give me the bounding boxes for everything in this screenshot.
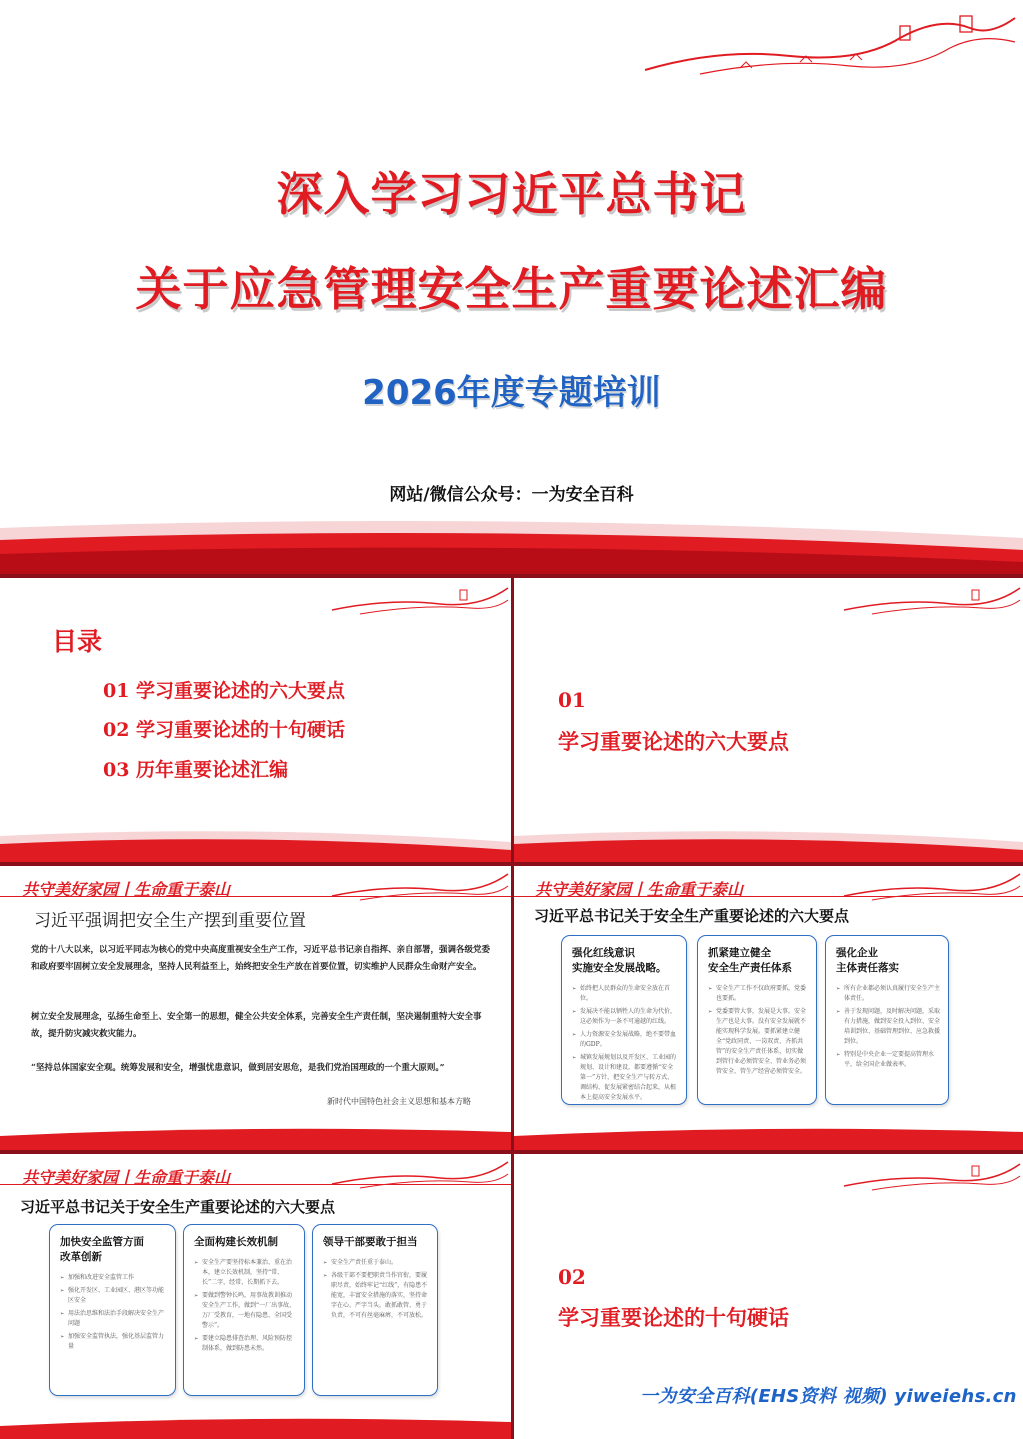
card-point: ➢ 人力资源安全发展战略，绝不要带血的GDP。 — [572, 1030, 678, 1050]
card-point: ➢ 各级干部不要把职责当作官衔，要履职尽责，始终牢记“红线”，有隐患不能宽，丰富安全措施的落实，坚持命字在心、严字当头，敢抓敢管、勇于负责，不可有丝毫麻痹，不可放松。 — [323, 1271, 429, 1321]
card-title: 领导干部要敢于担当 — [323, 1236, 418, 1248]
card-title: 抓紧建立健全 安全生产责任体系 — [708, 947, 792, 974]
card-point: ➢ 安全生产责任重于泰山。 — [323, 1258, 429, 1268]
slogan-banner: 共守美好家园丨生命重于泰山 — [535, 880, 744, 899]
section-slide-1 — [514, 578, 1023, 862]
slide-heading: 习近平总书记关于安全生产重要论述的六大要点 — [534, 907, 850, 925]
paragraph-2: 树立安全发展理念，弘扬生命至上、安全第一的思想，健全公共安全体系，完善安全生产责任制，坚决遏制重特大安全事故，提升防灾减灾救灾能力。 — [31, 1012, 482, 1039]
card-point: ➢ 安全生产要坚持标本兼治、重在治本，建立长效机制，坚持“常、长”二字，经常、长期抓下去。 — [194, 1258, 296, 1288]
point-card-5 — [183, 1224, 305, 1396]
card-point: ➢ 党委要管大事，发展是大事，安全生产也是大事。没有安全发展就不能实现科学发展。要抓紧建立健全“党政同责、一岗双责、齐抓共管”的安全生产责任体系，切实做到管行业必须管安全、管业务必须管安全、管生产经营必须管安全。 — [708, 1007, 808, 1077]
card-point: ➢ 用法治思维和法治手段解决安全生产问题 — [60, 1309, 167, 1329]
section-number: 01 — [558, 688, 586, 712]
great-wall-decoration — [842, 1156, 1022, 1192]
cover-title-line1: 深入学习习近平总书记 — [276, 167, 747, 221]
source-caption: 新时代中国特色社会主义思想和基本方略 — [327, 1097, 471, 1106]
red-swoosh-bottom — [0, 516, 1023, 574]
card-point: ➢ 加强和改进安全监管工作 — [60, 1273, 167, 1283]
card-point: ➢ 要做到警钟长鸣，用事故教训推动安全生产工作，做到“一厂出事故、万厂受教育，一地有隐患、全国受警示”。 — [194, 1291, 296, 1331]
card-points — [323, 1258, 429, 1321]
point-card-3 — [825, 935, 949, 1105]
red-swoosh-bottom — [514, 828, 1023, 862]
toc-title: 目录 — [52, 627, 103, 656]
card-point: ➢ 强化开发区、工业园区、港区等功能区安全 — [60, 1286, 167, 1306]
card-point: ➢ 特别是中央企业一定要提高管理水平，给全国企业做表率。 — [836, 1050, 940, 1070]
section-number: 02 — [558, 1265, 586, 1289]
card-point: ➢ 所有企业都必须认真履行安全生产主体责任。 — [836, 984, 940, 1004]
red-swoosh-bottom — [514, 1122, 1023, 1150]
card-point: ➢ 善于发现问题，及时解决问题，采取有力措施，做到安全投入到位、安全培训到位、基础管理到位、应急救援到位。 — [836, 1007, 940, 1047]
card-title: 全面构建长效机制 — [194, 1236, 278, 1248]
card-points — [708, 984, 808, 1077]
toc-item-1[interactable]: 01 学习重要论述的六大要点 — [103, 680, 346, 702]
red-swoosh-bottom — [0, 828, 511, 862]
point-card-6 — [312, 1224, 438, 1396]
cover-title-line2: 关于应急管理安全生产重要论述汇编 — [135, 262, 888, 316]
paragraph-3: “坚持总体国家安全观。统筹发展和安全，增强忧患意识，做到居安思危，是我们党治国理政的一个重大原则。” — [31, 1063, 445, 1073]
card-points — [836, 984, 940, 1070]
card-point: ➢ 要建立隐患排查治理、风险预防控制体系，做到防患未然。 — [194, 1334, 296, 1354]
card-point: ➢ 城镇发展规划以及开发区、工业园的规划、设计和建设，都要遵循“安全第一”方针，把安全生产与转方式、调结构、促发展紧密结合起来，从根本上提高安全发展水平。 — [572, 1053, 678, 1103]
slide-heading: 习近平总书记关于安全生产重要论述的六大要点 — [20, 1198, 336, 1216]
card-point: ➢ 发展决不能以牺牲人的生命为代价，这必须作为一条不可逾越的红线。 — [572, 1007, 678, 1027]
slide-heading: 习近平强调把安全生产摆到重要位置 — [34, 911, 306, 931]
point-card-2 — [697, 935, 817, 1105]
card-title: 强化红线意识 实施安全发展战略。 — [572, 947, 667, 974]
card-points — [572, 984, 678, 1103]
toc-item-2[interactable]: 02 学习重要论述的十句硬话 — [103, 719, 346, 741]
point-card-1 — [561, 935, 687, 1105]
card-point: ➢ 安全生产工作不仅政府要抓，党委也要抓。 — [708, 984, 808, 1004]
card-point: ➢ 始终把人民群众的生命安全放在首位。 — [572, 984, 678, 1004]
slogan-banner: 共守美好家园丨生命重于泰山 — [22, 1168, 231, 1187]
section-title: 学习重要论述的六大要点 — [558, 729, 789, 754]
card-point: ➢ 加强安全监管执法，强化基层监管力量 — [60, 1332, 167, 1352]
slogan-banner: 共守美好家园丨生命重于泰山 — [22, 880, 231, 899]
great-wall-decoration — [330, 580, 510, 616]
toc-item-3[interactable]: 03 历年重要论述汇编 — [103, 759, 289, 781]
card-points — [194, 1258, 296, 1354]
card-points — [60, 1273, 167, 1352]
point-card-4 — [49, 1224, 176, 1396]
cover-subtitle: 2026年度专题培训 — [362, 373, 661, 413]
great-wall-decoration — [842, 580, 1022, 616]
cover-slide — [0, 0, 1023, 574]
cover-website: 网站/微信公众号：一为安全百科 — [389, 485, 634, 505]
section-title: 学习重要论述的十句硬话 — [558, 1305, 789, 1330]
site-watermark: 一为安全百科(EHS资料 视频) yiweiehs.cn — [640, 1386, 1017, 1407]
card-title: 加快安全监管方面 改革创新 — [60, 1236, 144, 1263]
red-swoosh-bottom — [0, 1412, 511, 1439]
red-swoosh-bottom — [0, 1122, 511, 1150]
paragraph-1: 党的十八大以来，以习近平同志为核心的党中央高度重视安全生产工作，习近平总书记亲自指挥、亲自部署，强调各级党委和政府要牢固树立安全发展理念，坚持人民利益至上，始终把安全生产放在首要位置，切实维护人民群众生命财产安全。 — [31, 945, 491, 972]
card-title: 强化企业 主体责任落实 — [836, 947, 899, 974]
great-wall-decoration — [640, 8, 1020, 80]
